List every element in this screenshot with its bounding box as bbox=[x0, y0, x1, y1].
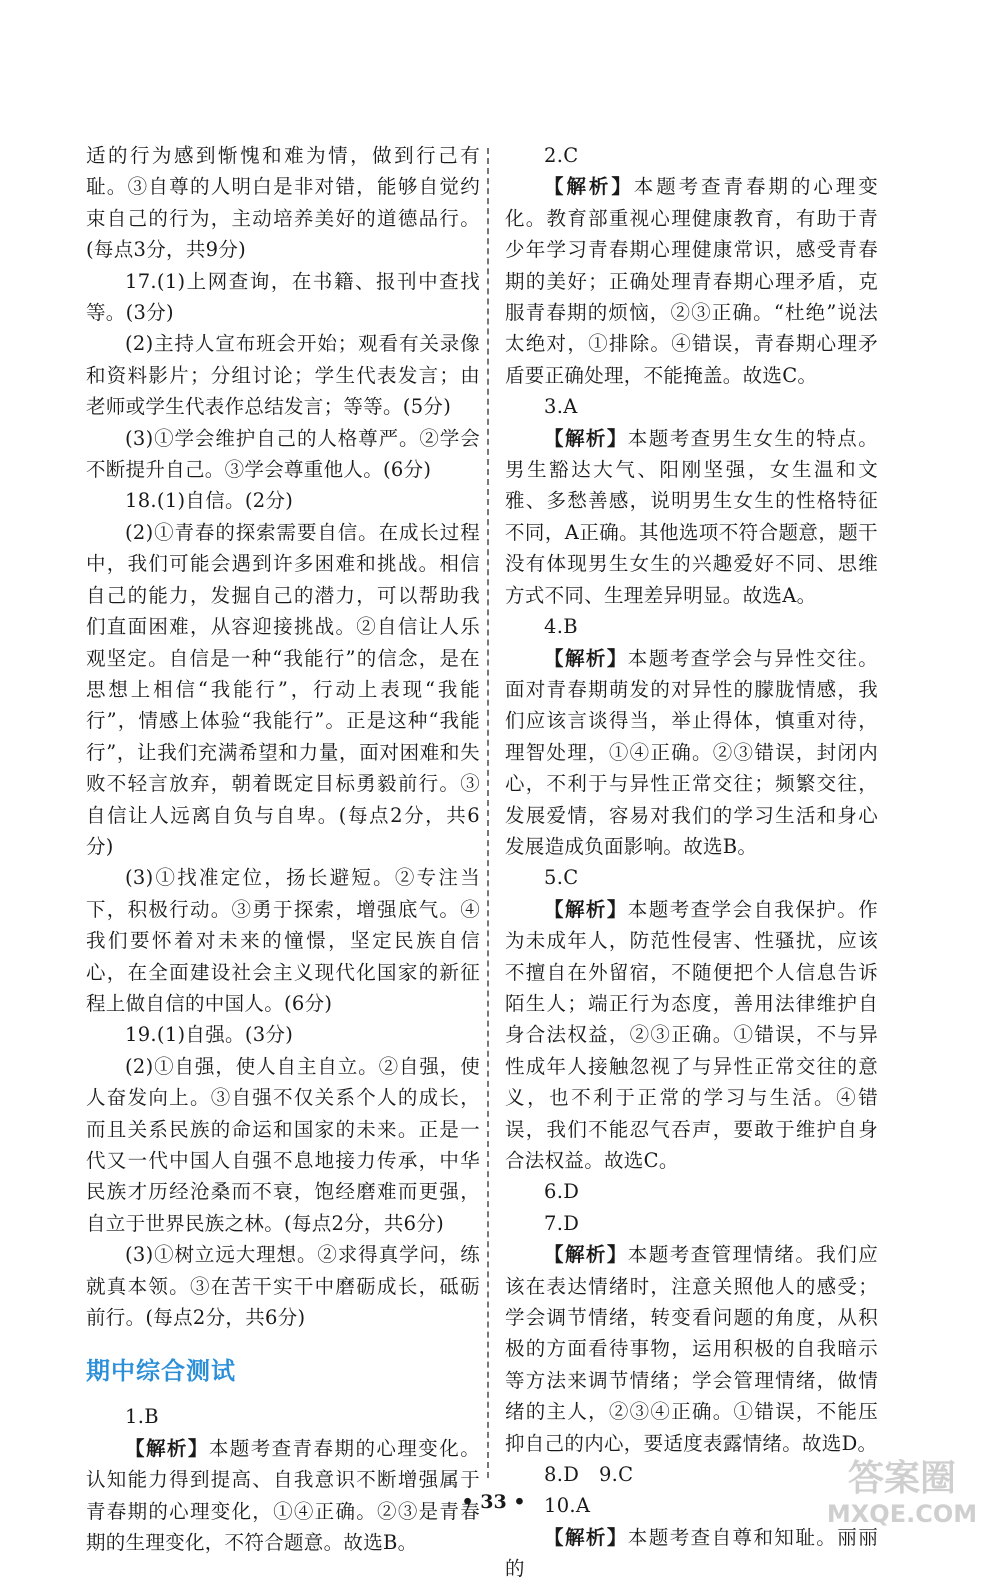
watermark-logo bbox=[827, 1446, 977, 1530]
paragraph bbox=[86, 517, 480, 862]
page-number: • 33 • bbox=[461, 1491, 526, 1513]
analysis-label: 【解析】 bbox=[544, 1243, 628, 1267]
paragraph-text: 本题考查管理情绪。我们应该在表达情绪时，注意关照他人的感受；学会调节情绪，转变看问题的角度，从积极的方面看待事物，运用积极的自我暗示等方法来调节情绪；学会管理情绪，做情绪的主人，②③④正确。①错误，不能压抑自己的内心，要适度表露情绪。故选D。 bbox=[505, 1243, 879, 1455]
paragraph-text: 本题考查男生女生的特点。男生豁达大气、阳刚坚强，女生温和文雅、多愁善感，说明男生女生的性格特征不同，A正确。其他选项不符合题意，题干没有体现男生女生的兴趣爱好不同、思维方式不同、生理差异明显。故选A。 bbox=[505, 426, 879, 607]
paragraph-text: (2)主持人宣布班会开始；观看有关录像和资料影片；分组讨论；学生代表发言；由老师或学生代表作总结发言；等等。(5分) bbox=[86, 332, 480, 419]
paragraph bbox=[86, 485, 480, 516]
paragraph bbox=[505, 140, 878, 171]
paragraph bbox=[505, 611, 878, 642]
paragraph-text: 适的行为感到惭愧和难为情，做到行己有耻。③自尊的人明白是非对错，能够自觉约束自己的行为，主动培养美好的道德品行。(每点3分，共9分) bbox=[86, 144, 480, 262]
paragraph-text: 4.B bbox=[544, 615, 578, 639]
right-column bbox=[505, 140, 878, 1585]
paragraph bbox=[505, 171, 878, 391]
paragraph bbox=[505, 643, 878, 863]
paragraph bbox=[505, 1239, 878, 1459]
paragraph-text: 7.D bbox=[544, 1211, 580, 1235]
analysis-label: 【解析】 bbox=[544, 646, 628, 670]
paragraph-text: 3.A bbox=[544, 395, 578, 419]
right-answers bbox=[505, 140, 878, 1585]
paragraph bbox=[86, 140, 480, 266]
paragraph bbox=[86, 328, 480, 422]
paragraph-text: 10.A bbox=[544, 1494, 591, 1518]
paragraph bbox=[86, 1401, 480, 1432]
paragraph bbox=[505, 1459, 878, 1490]
paragraph-text: 2.C bbox=[544, 144, 579, 167]
paragraph bbox=[505, 1522, 878, 1585]
paragraph-text: (3)①树立远大理想。②求得真学问，练就真本领。③在苦干实干中磨砺成长，砥砺前行。(每点2分，共6分) bbox=[86, 1243, 480, 1330]
watermark-text: 答案圈 bbox=[847, 1458, 957, 1499]
analysis-label: 【解析】 bbox=[544, 897, 628, 921]
paragraph-text: 本题考查学会与异性交往。面对青春期萌发的对异性的朦胧情感，我们应该言谈得当，举止得体，慎重对待，理智处理，①④正确。②③错误，封闭内心，不利于与异性正常交往；频繁交往，发展爱情，容易对我们的学习生活和身心发展造成负面影响。故选B。 bbox=[505, 646, 879, 858]
paragraph-text: (3)①学会维护自己的人格尊严。②学会不断提升自己。③学会尊重他人。(6分) bbox=[86, 426, 480, 482]
paragraph-text: (2)①青春的探索需要自信。在成长过程中，我们可能会遇到许多困难和挑战。相信自己的能力，发掘自己的潜力，可以帮助我们直面困难，从容迎接挑战。②自信让人乐观坚定。自信是一种“我能行”的信念，是在思想上相信“我能行”，行动上表现“我能行”，情感上体验“我能行”。正是这种“我能行”，让我们充满希望和力量，面对困难和失败不轻言放弃，朝着既定目标勇毅前行。③自信让人远离自负与自卑。(每点2分，共6分) bbox=[86, 520, 480, 858]
paragraph-text: 18.(1)自信。(2分) bbox=[125, 489, 294, 513]
paragraph-text: (2)①自强，使人自主自立。②自强，使人奋发向上。③自强不仅关系个人的成长，而且关系民族的命运和国家的未来。正是一代又一代中国人自强不息地接力传承，中华民族才历经沧桑而不衰，饱经磨难而更强，自立于世界民族之林。(每点2分，共6分) bbox=[86, 1054, 480, 1235]
paragraph bbox=[86, 1019, 480, 1050]
paragraph bbox=[505, 1176, 878, 1207]
paragraph-text: 17.(1)上网查询，在书籍、报刊中查找等。(3分) bbox=[86, 269, 480, 325]
left-answers bbox=[86, 1401, 480, 1558]
watermark-url: MXQE.COM bbox=[827, 1500, 977, 1528]
paragraph-text: 本题考查自尊和知耻。丽丽的 bbox=[505, 1525, 879, 1581]
left-paragraphs bbox=[86, 140, 480, 1333]
paragraph-text: 19.(1)自强。(3分) bbox=[125, 1023, 294, 1047]
paragraph-text: (3)①找准定位，扬长避短。②专注当下，积极行动。③勇于探索，增强底气。④我们要怀着对未来的憧憬，坚定民族自信心，在全面建设社会主义现代化国家的新征程上做自信的中国人。(6分) bbox=[86, 866, 480, 1015]
paragraph bbox=[505, 894, 878, 1177]
paragraph bbox=[505, 1208, 878, 1239]
paragraph bbox=[86, 423, 480, 486]
analysis-label: 【解析】 bbox=[125, 1436, 209, 1460]
section-title: 期中综合测试 bbox=[86, 1357, 236, 1386]
paragraph-text: 8.D 9.C bbox=[544, 1463, 634, 1487]
paragraph bbox=[86, 1051, 480, 1239]
paragraph-text: 1.B bbox=[125, 1405, 159, 1429]
column-divider bbox=[487, 148, 489, 1478]
analysis-label: 【解析】 bbox=[544, 426, 628, 450]
paragraph-text: 6.D bbox=[544, 1180, 580, 1204]
left-column bbox=[86, 140, 480, 1558]
paragraph-text: 5.C bbox=[544, 866, 579, 890]
analysis-label: 【解析】 bbox=[544, 175, 634, 199]
paragraph bbox=[505, 862, 878, 893]
paragraph bbox=[505, 391, 878, 422]
paragraph bbox=[86, 266, 480, 329]
paragraph bbox=[86, 1239, 480, 1333]
paragraph bbox=[86, 862, 480, 1019]
paragraph-text: 本题考查青春期的心理变化。认知能力得到提高、自我意识不断增强属于青春期的心理变化，①④正确。②③是青春期的生理变化，不符合题意。故选B。 bbox=[86, 1436, 481, 1555]
analysis-label: 【解析】 bbox=[544, 1525, 628, 1549]
paragraph bbox=[505, 423, 878, 611]
paragraph-text: 本题考查青春期的心理变化。教育部重视心理健康教育，有助于青少年学习青春期心理健康常识，感受青春期的美好；正确处理青春期心理矛盾，克服青春期的烦恼，②③正确。“杜绝”说法太绝对，①排除。④错误，青春期心理矛盾要正确处理，不能掩盖。故选C。 bbox=[505, 175, 878, 387]
paragraph-text: 本题考查学会自我保护。作为未成年人，防范性侵害、性骚扰，应该不擅自在外留宿，不随便把个人信息告诉陌生人；端正行为态度，善用法律维护自身合法权益，②③正确。①错误，不与异性成年人接触忽视了与异性正常交往的意义，也不利于正常的学习与生活。④错误，我们不能忍气吞声，要敢于维护自身合法权益。故选C。 bbox=[505, 897, 879, 1172]
